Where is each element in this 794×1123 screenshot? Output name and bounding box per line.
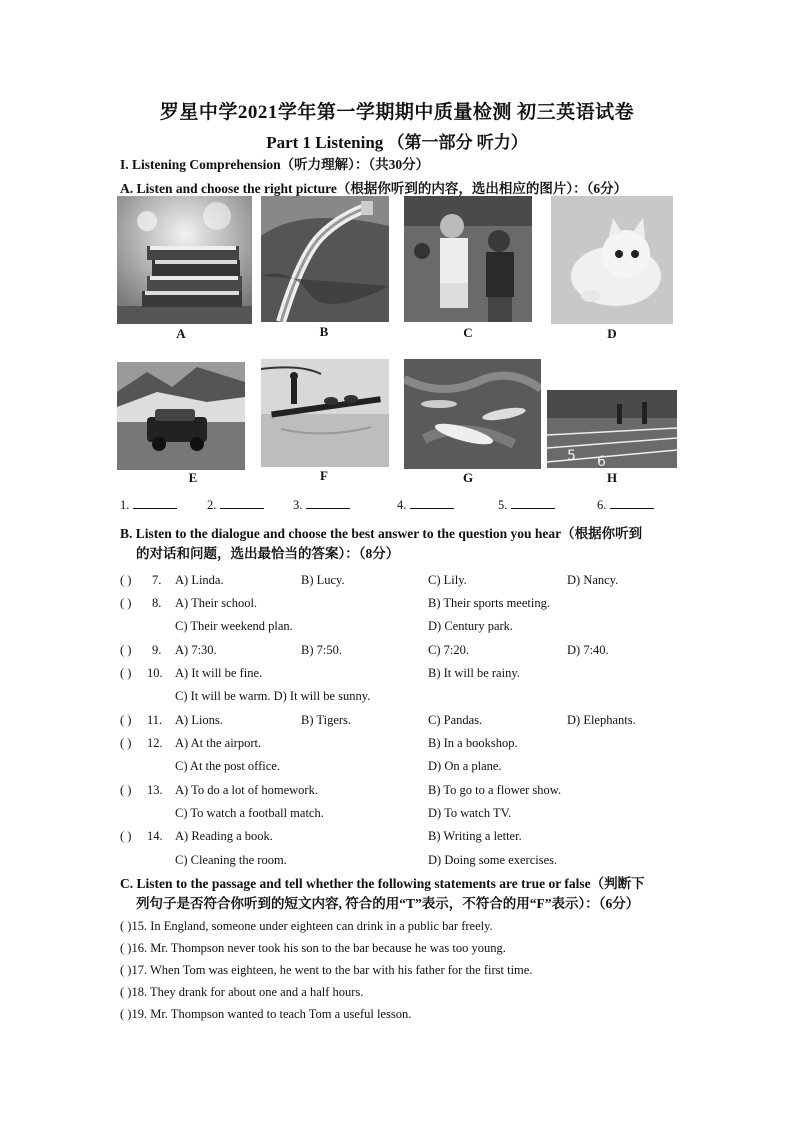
answer-paren[interactable]: ( ): [120, 573, 132, 587]
answer-blank[interactable]: 3.: [293, 496, 350, 513]
part-subtitle: Part 1 Listening （第一部分 听力）: [266, 133, 528, 152]
picture-label: C: [463, 325, 473, 340]
question-number: 14.: [147, 829, 163, 843]
option-a: A) It will be fine.: [175, 666, 263, 680]
option-a: A) Linda.: [175, 573, 224, 587]
section-a-heading: A. Listen and choose the right picture（根据你听到的内容，选出相应的图片）：（6分）: [120, 181, 628, 196]
svg-text:5: 5: [567, 448, 576, 464]
answer-paren[interactable]: ( ): [120, 713, 132, 727]
picture-label: F: [320, 468, 328, 483]
option-a: A) Lions.: [175, 713, 223, 727]
question-number: 7.: [152, 573, 162, 587]
option-b: B) Their sports meeting.: [428, 596, 550, 610]
option-b: B) 7:50.: [301, 643, 342, 657]
answer-paren[interactable]: ( ): [120, 643, 132, 657]
answer-paren[interactable]: ( ): [120, 829, 132, 843]
section-c-heading: C. Listen to the passage and tell whether the following statements are true or false（判断下 列句子是否符合你听到的短文内容, 符合的用“T”表示，不符合的用“F”表示）：（6分）: [120, 876, 645, 911]
answer-blank[interactable]: 5.: [498, 496, 555, 513]
option-d: D) Elephants.: [567, 713, 636, 727]
statement-item: ( )19. Mr. Thompson wanted to teach Tom a useful lesson.: [120, 1007, 412, 1021]
option-b: B) Tigers.: [301, 713, 352, 727]
option-d: D) Doing some exercises.: [428, 853, 558, 867]
kitten-photo: [551, 196, 673, 324]
question-number: 10.: [147, 666, 163, 680]
option-d: D) 7:40.: [567, 643, 609, 657]
option-d: D) To watch TV.: [428, 806, 512, 820]
picture-label: E: [188, 470, 198, 485]
dead-fish-photo: [404, 359, 541, 469]
answer-blank[interactable]: 4.: [397, 496, 454, 513]
question-number: 12.: [147, 736, 163, 750]
option-a: A) Reading a book.: [175, 829, 273, 843]
option-d: D) Nancy.: [567, 573, 619, 587]
statement-item: ( )18. They drank for about one and a half hours.: [120, 985, 364, 999]
option-a: A) At the airport.: [175, 736, 262, 750]
answer-blank[interactable]: 2.: [207, 496, 264, 513]
section-heading: I. Listening Comprehension（听力理解）：（共30分）: [120, 157, 430, 172]
section-b-heading: B. Listen to the dialogue and choose the best answer to the question you hear（根据你听到 的对话和问题，选出最恰当的答案）：（8分）: [120, 526, 643, 561]
great-wall-photo: [261, 196, 389, 322]
option-a: A) 7:30.: [175, 643, 217, 657]
svg-text:6: 6: [597, 454, 606, 468]
statement-item: ( )15. In England, someone under eighteen can drink in a public bar freely.: [120, 919, 493, 933]
option-b: B) To go to a flower show.: [428, 783, 562, 797]
basketball-photo: [404, 196, 532, 322]
picture-label: G: [462, 470, 474, 485]
option-c: C) Cleaning the room.: [175, 853, 287, 867]
option-c: C) At the post office.: [175, 759, 280, 773]
option-b: B) In a bookshop.: [428, 736, 518, 750]
fisherman-raft-photo: [261, 359, 389, 467]
option-c: C) Lily.: [428, 573, 467, 587]
option-c-d: C) It will be warm. D) It will be sunny.: [175, 689, 371, 703]
option-b: B) Writing a letter.: [428, 829, 522, 843]
answer-blank[interactable]: 1.: [120, 496, 177, 513]
option-a: A) Their school.: [175, 596, 258, 610]
picture-label: B: [319, 324, 329, 339]
picture-label: H: [606, 470, 618, 485]
option-d: D) Century park.: [428, 619, 514, 633]
question-number: 11.: [147, 713, 163, 727]
option-b: B) It will be rainy.: [428, 666, 520, 680]
option-a: A) To do a lot of homework.: [175, 783, 318, 797]
running-track-photo: [547, 390, 677, 468]
question-number: 13.: [147, 783, 163, 797]
option-c: C) Their weekend plan.: [175, 619, 293, 633]
books-photo: [117, 196, 252, 324]
option-c: C) Pandas.: [428, 713, 483, 727]
option-c: C) 7:20.: [428, 643, 469, 657]
answer-paren[interactable]: ( ): [120, 666, 132, 680]
answer-blank[interactable]: 6.: [597, 496, 654, 513]
question-number: 8.: [152, 596, 162, 610]
answer-paren[interactable]: ( ): [120, 736, 132, 750]
option-b: B) Lucy.: [301, 573, 345, 587]
car-photo: [117, 362, 245, 470]
answer-paren[interactable]: ( ): [120, 596, 132, 610]
exam-title: 罗星中学2021学年第一学期期中质量检测 初三英语试卷: [159, 102, 635, 123]
statement-item: ( )16. Mr. Thompson never took his son to the bar because he was too young.: [120, 941, 506, 955]
picture-label: D: [607, 326, 617, 341]
option-d: D) On a plane.: [428, 759, 502, 773]
question-number: 9.: [152, 643, 162, 657]
statement-item: ( )17. When Tom was eighteen, he went to the bar with his father for the first time.: [120, 963, 533, 977]
picture-label: A: [176, 326, 186, 341]
answer-paren[interactable]: ( ): [120, 783, 132, 797]
option-c: C) To watch a football match.: [175, 806, 324, 820]
